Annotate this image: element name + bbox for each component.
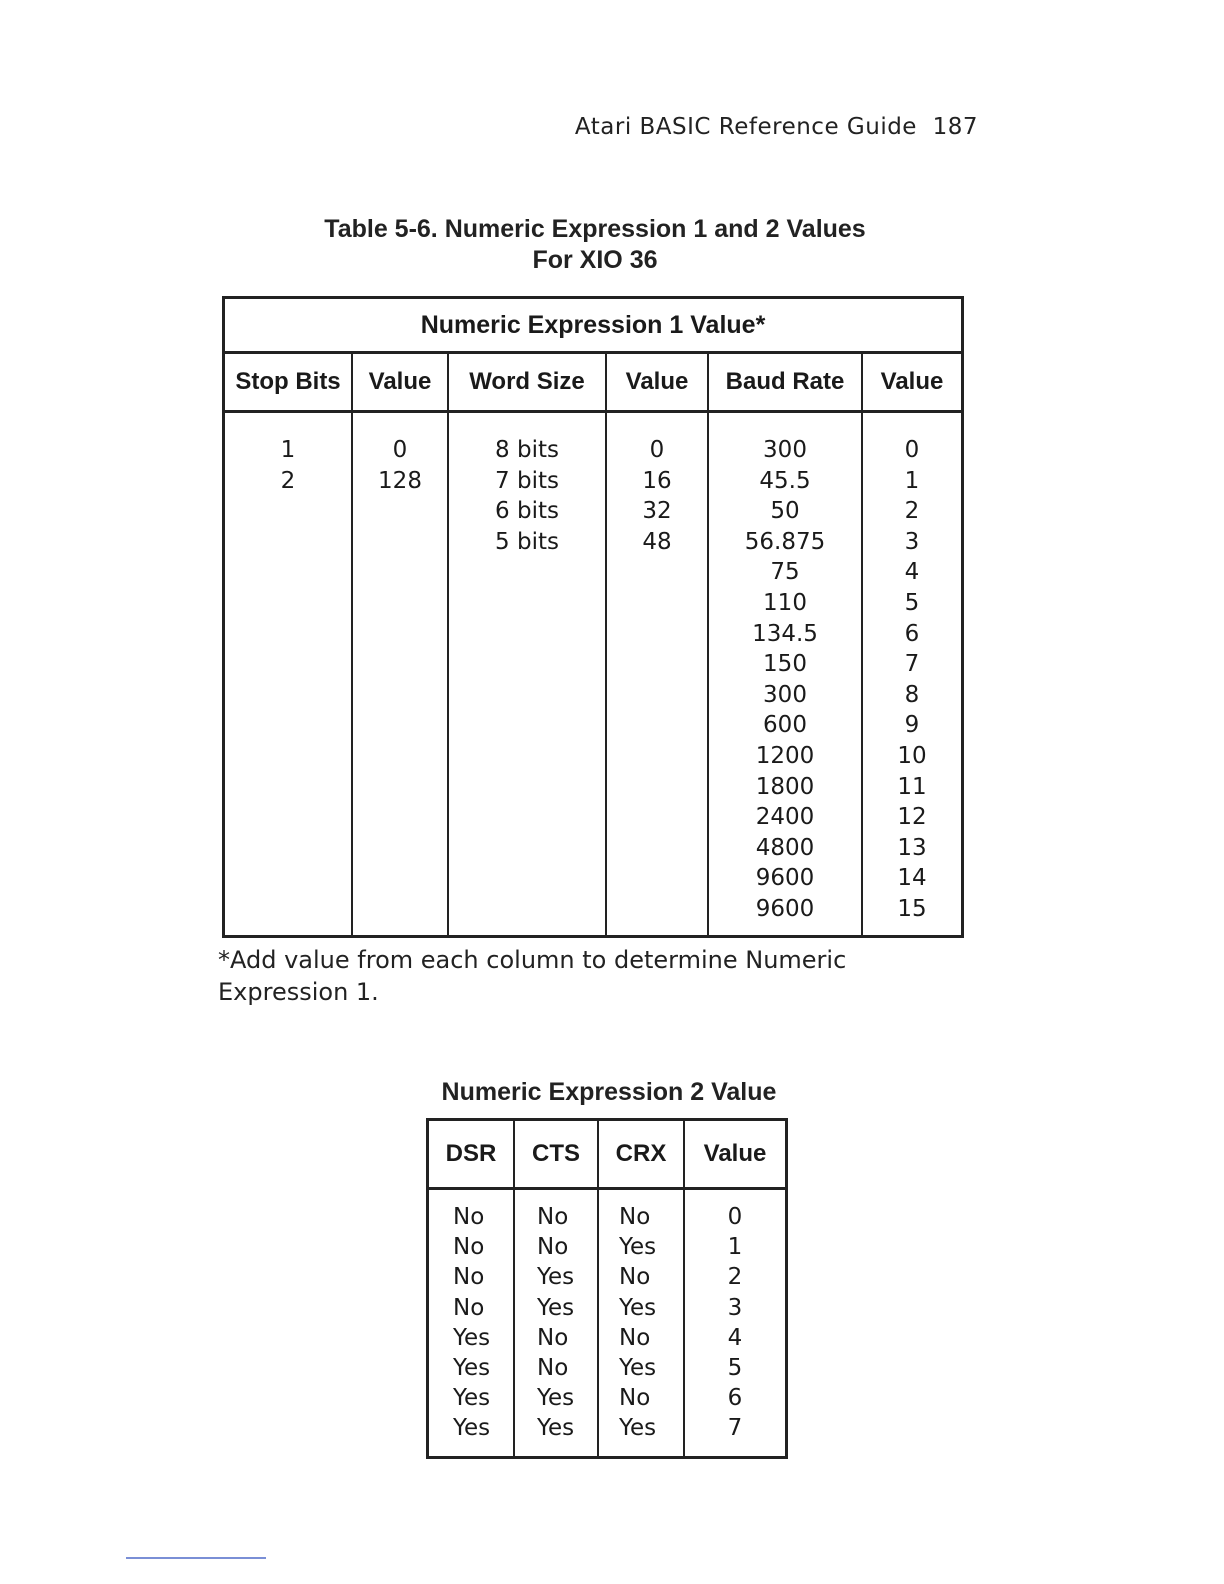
table-cell: Yes	[537, 1294, 575, 1321]
crx-column	[599, 1190, 685, 1456]
table-cell: No	[537, 1234, 569, 1261]
table-cell: 5	[727, 1355, 743, 1382]
header-baud-rate: Baud Rate	[709, 354, 863, 410]
header-stop-value: Value	[353, 354, 449, 410]
table-cell: 50	[770, 498, 800, 525]
dsr-column	[429, 1190, 515, 1456]
stop-value-column	[353, 413, 449, 935]
numeric-expression-1-table	[222, 296, 964, 938]
table-cell: 4800	[755, 834, 815, 861]
table-cell: 1200	[755, 742, 815, 769]
table-cell: No	[453, 1264, 485, 1291]
header-word-value: Value	[607, 354, 709, 410]
table-cell: 2	[280, 467, 296, 494]
value-column	[685, 1190, 785, 1456]
table-cell: 45.5	[759, 467, 811, 494]
header-baud-value: Value	[880, 368, 944, 395]
table-cell: 300	[763, 437, 807, 463]
table-cell: 32	[642, 498, 672, 525]
table-cell: 0	[649, 437, 665, 463]
table-cell: Yes	[537, 1264, 575, 1291]
table-cell: 9	[904, 712, 920, 739]
table-cell: No	[453, 1234, 485, 1261]
stop-bits-column	[225, 413, 353, 935]
table-cell: 14	[897, 865, 927, 892]
table2-body	[429, 1190, 785, 1456]
table-cell: 150	[763, 651, 807, 678]
table-cell: No	[619, 1385, 651, 1412]
table-cell: Yes	[537, 1385, 575, 1412]
table-cell: 5	[904, 589, 920, 616]
table-cell: Yes	[619, 1415, 657, 1442]
table-cell: 12	[897, 804, 927, 831]
table-cell: 7 bits	[495, 467, 559, 494]
table-cell: No	[619, 1324, 651, 1351]
table-cell: No	[453, 1204, 485, 1230]
table-cell: 1	[904, 467, 920, 494]
table-cell: No	[537, 1355, 569, 1382]
table-cell: 0	[392, 437, 408, 463]
table-cell: 56.875	[744, 528, 826, 555]
table-caption-line1: Table 5-6. Numeric Expression 1 and 2 Values	[324, 215, 866, 243]
table-cell: 1	[280, 437, 296, 463]
table-cell: 3	[727, 1294, 743, 1321]
table-cell: 8	[904, 681, 920, 708]
table-cell: 0	[904, 437, 920, 463]
table-cell: Yes	[537, 1415, 575, 1442]
table-cell: 48	[642, 528, 672, 555]
table-cell: 13	[897, 834, 927, 861]
bottom-rule	[126, 1557, 266, 1559]
table-cell: 16	[642, 467, 672, 494]
table-cell: 5 bits	[495, 528, 559, 555]
table-cell: 128	[378, 467, 422, 494]
table-cell: 600	[763, 712, 807, 739]
header-stop-bits: Stop Bits	[225, 354, 353, 410]
table-cell: No	[537, 1324, 569, 1351]
table-cell: No	[537, 1204, 569, 1230]
header-cts: CTS	[515, 1121, 599, 1187]
table-cell: 6	[904, 620, 920, 647]
table-cell: 75	[770, 559, 800, 586]
header-value: Value	[703, 1140, 767, 1167]
table-cell: 8 bits	[495, 437, 559, 463]
table-cell: 3	[904, 528, 920, 555]
header-dsr: DSR	[429, 1121, 515, 1187]
table-cell: Yes	[619, 1294, 657, 1321]
table-cell: Yes	[619, 1234, 657, 1261]
numeric-expression-2-table	[426, 1118, 788, 1459]
page-number: 187	[932, 114, 978, 140]
cts-column	[515, 1190, 599, 1456]
table-cell: 9600	[755, 895, 815, 922]
table-cell: 6	[727, 1385, 743, 1412]
table1-body	[225, 413, 961, 935]
table-cell: 134.5	[752, 620, 818, 647]
baud-rate-column	[709, 413, 863, 935]
table-cell: 1	[727, 1234, 743, 1261]
running-head	[575, 114, 978, 140]
header-crx: CRX	[599, 1121, 685, 1187]
running-head-title: Atari BASIC Reference Guide	[574, 114, 917, 140]
table-cell: Yes	[453, 1324, 491, 1351]
table-caption	[0, 214, 1190, 276]
table-cell: No	[453, 1294, 485, 1321]
footnote: *Add value from each column to determine Numeric Expression 1.	[218, 946, 847, 1006]
table-cell: 2	[904, 498, 920, 525]
table-cell: 6 bits	[495, 498, 559, 525]
table-cell: 9600	[755, 865, 815, 892]
table-cell: 2	[727, 1264, 743, 1291]
table-cell: No	[619, 1204, 651, 1230]
table-cell: 7	[727, 1415, 743, 1442]
table-cell: Yes	[453, 1415, 491, 1442]
table2-header-row	[429, 1121, 785, 1190]
table-cell: 2400	[755, 804, 815, 831]
table-cell: 110	[763, 589, 807, 616]
table-cell: 7	[904, 651, 920, 678]
table-cell: Yes	[453, 1385, 491, 1412]
table-cell: 1800	[755, 773, 815, 800]
table-cell: 4	[727, 1324, 743, 1351]
table-cell: Yes	[453, 1355, 491, 1382]
baud-value-column	[863, 413, 961, 935]
table2-title: Numeric Expression 2 Value	[441, 1078, 777, 1106]
table-cell: No	[619, 1264, 651, 1291]
word-size-column	[449, 413, 607, 935]
table-cell: Yes	[619, 1355, 657, 1382]
table-caption-line2: For XIO 36	[532, 246, 658, 274]
table-cell: 4	[904, 559, 920, 586]
table-cell: 11	[897, 773, 927, 800]
table1-header-row	[225, 354, 961, 413]
table-cell: 15	[897, 895, 927, 922]
word-value-column	[607, 413, 709, 935]
header-word-size: Word Size	[449, 354, 607, 410]
table-cell: 300	[763, 681, 807, 708]
table1-title: Numeric Expression 1 Value*	[225, 299, 961, 354]
table-cell: 10	[897, 742, 927, 769]
table-cell: 0	[727, 1204, 743, 1230]
